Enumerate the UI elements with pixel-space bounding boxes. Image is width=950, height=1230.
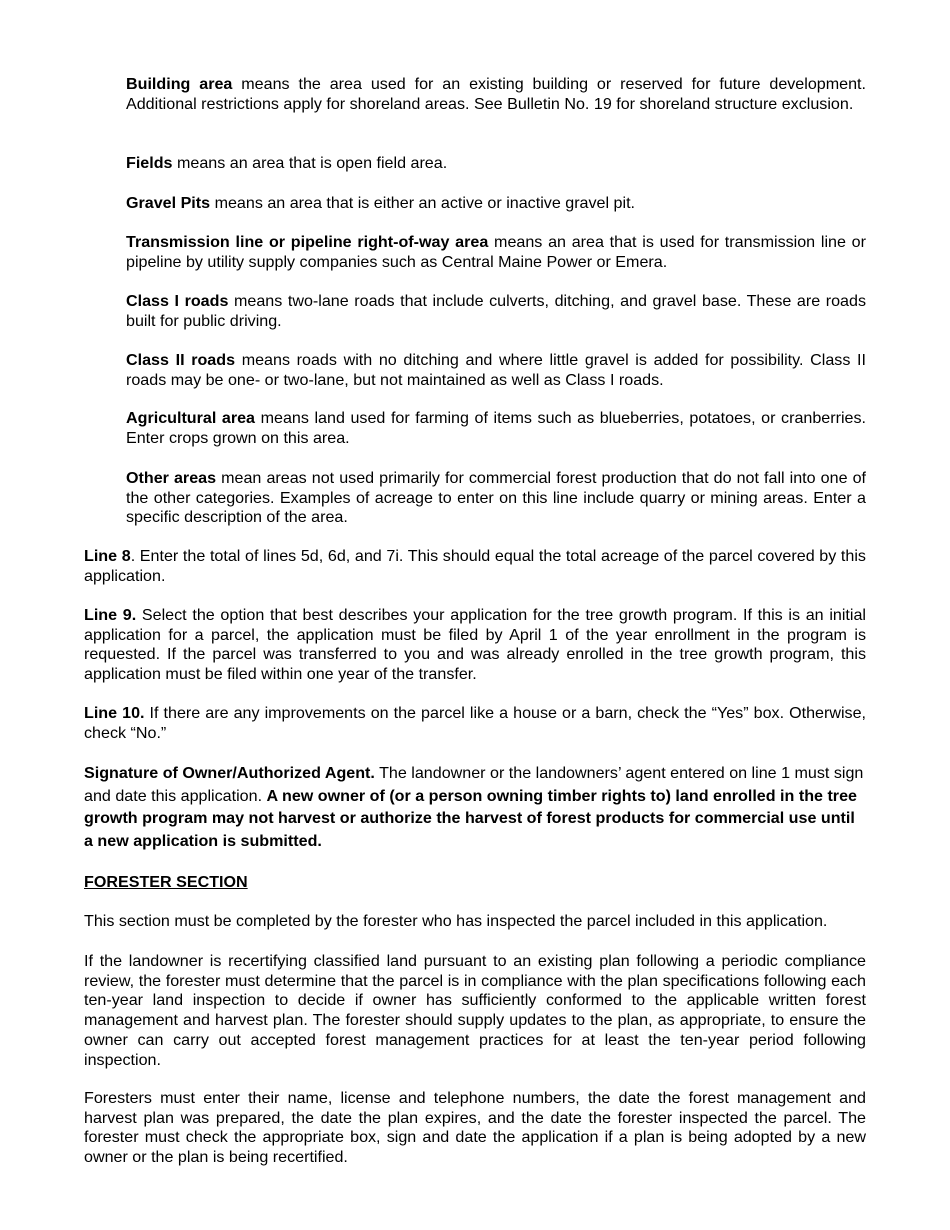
definition-text: means land used for farming of items such as blueberries, potatoes, or cranberries. Enter crops grown on this area. <box>126 409 867 447</box>
definition-term: Class II roads <box>126 351 236 369</box>
definition-fields <box>126 154 866 174</box>
line-8-instruction <box>84 547 866 586</box>
definition-class-i-roads <box>126 292 866 331</box>
line-text: If there are any improvements on the parcel like a house or a barn, check the “Yes” box. Otherwise, check “No.” <box>84 704 867 742</box>
forester-paragraph: Foresters must enter their name, license and telephone numbers, the date the forest management and harvest plan was prepared, the date the plan expires, and the date the forester inspected the parcel. The forester must check the appropriate box, sign and date the application if a plan is being adopted by a new owner or the plan is being recertified. <box>84 1089 866 1167</box>
definition-other-areas <box>126 469 866 528</box>
definition-building-area <box>126 75 866 114</box>
definition-term: Agricultural area <box>126 409 256 427</box>
forester-paragraph: This section must be completed by the forester who has inspected the parcel included in this application. <box>84 912 828 930</box>
definition-agricultural-area <box>126 409 866 448</box>
forester-section-heading: FORESTER SECTION <box>84 873 248 891</box>
definition-text: means the area used for an existing building or reserved for future development. Additional restrictions apply for shoreland areas. See Bulletin No. 19 for shoreland structure exclusion. <box>126 75 866 113</box>
definition-text: means an area that is used for transmission line or pipeline by utility supply companies such as Central Maine Power or Emera. <box>126 233 866 271</box>
signature-text: The landowner or the landowners’ agent entered on line 1 must sign and date this application. <box>84 764 864 805</box>
definition-term: Other areas <box>126 469 217 487</box>
line-9-instruction <box>84 606 866 685</box>
line-label: Line 10. <box>84 704 145 722</box>
definition-gravel-pits <box>126 194 866 214</box>
forester-paragraph: If the landowner is recertifying classified land pursuant to an existing plan following a periodic compliance review, the forester must determine that the parcel is in compliance with the plan specifications following each ten-year land inspection to decide if owner has sufficiently conformed to the applicable written forest management and harvest plan. The forester should supply updates to the plan, as appropriate, to ensure the owner can carry out accepted forest management practices for at least the ten-year period following inspection. <box>84 952 866 1069</box>
definition-term: Gravel Pits <box>126 194 211 212</box>
definition-text: means an area that is open field area. <box>172 154 448 172</box>
definition-term: Transmission line or pipeline right-of-way area <box>126 233 489 251</box>
line-text: Select the option that best describes your application for the tree growth program. If this is an initial application for a parcel, the application must be filed by April 1 of the year enrollment in the program is requested. If the parcel was transferred to you and was already enrolled in the tree growth program, this application must be filed within one year of the transfer. <box>84 606 866 684</box>
line-10-instruction <box>84 704 866 743</box>
definition-text: means roads with no ditching and where little gravel is added for possibility. Class II roads may be one- or two-lane, but not maintained as well as Class I roads. <box>126 351 866 389</box>
definition-term: Fields <box>126 154 173 172</box>
signature-label: Signature of Owner/Authorized Agent. <box>84 764 375 782</box>
signature-bold-text: A new owner of (or a person owning timber rights to) land enrolled in the tree growth program may not harvest or authorize the harvest of forest products for commercial use until a new application is submitted. <box>84 786 857 850</box>
definition-text: mean areas not used primarily for commercial forest production that do not fall into one of the other categories. Examples of acreage to enter on this line include quarry or mining areas. Enter a specific description of the area. <box>126 469 867 527</box>
line-label: Line 9. <box>84 606 137 624</box>
signature-instruction <box>84 762 866 852</box>
line-text: . Enter the total of lines 5d, 6d, and 7i. This should equal the total acreage of the parcel covered by this application. <box>84 547 866 585</box>
definition-text: means an area that is either an active or inactive gravel pit. <box>210 194 636 212</box>
definition-transmission-line <box>126 233 866 272</box>
definition-term: Building area <box>126 75 233 93</box>
line-label: Line 8 <box>84 547 131 565</box>
definition-term: Class I roads <box>126 292 229 310</box>
definition-class-ii-roads <box>126 351 866 390</box>
definition-text: means two-lane roads that include culverts, ditching, and gravel base. These are roads built for public driving. <box>126 292 867 330</box>
